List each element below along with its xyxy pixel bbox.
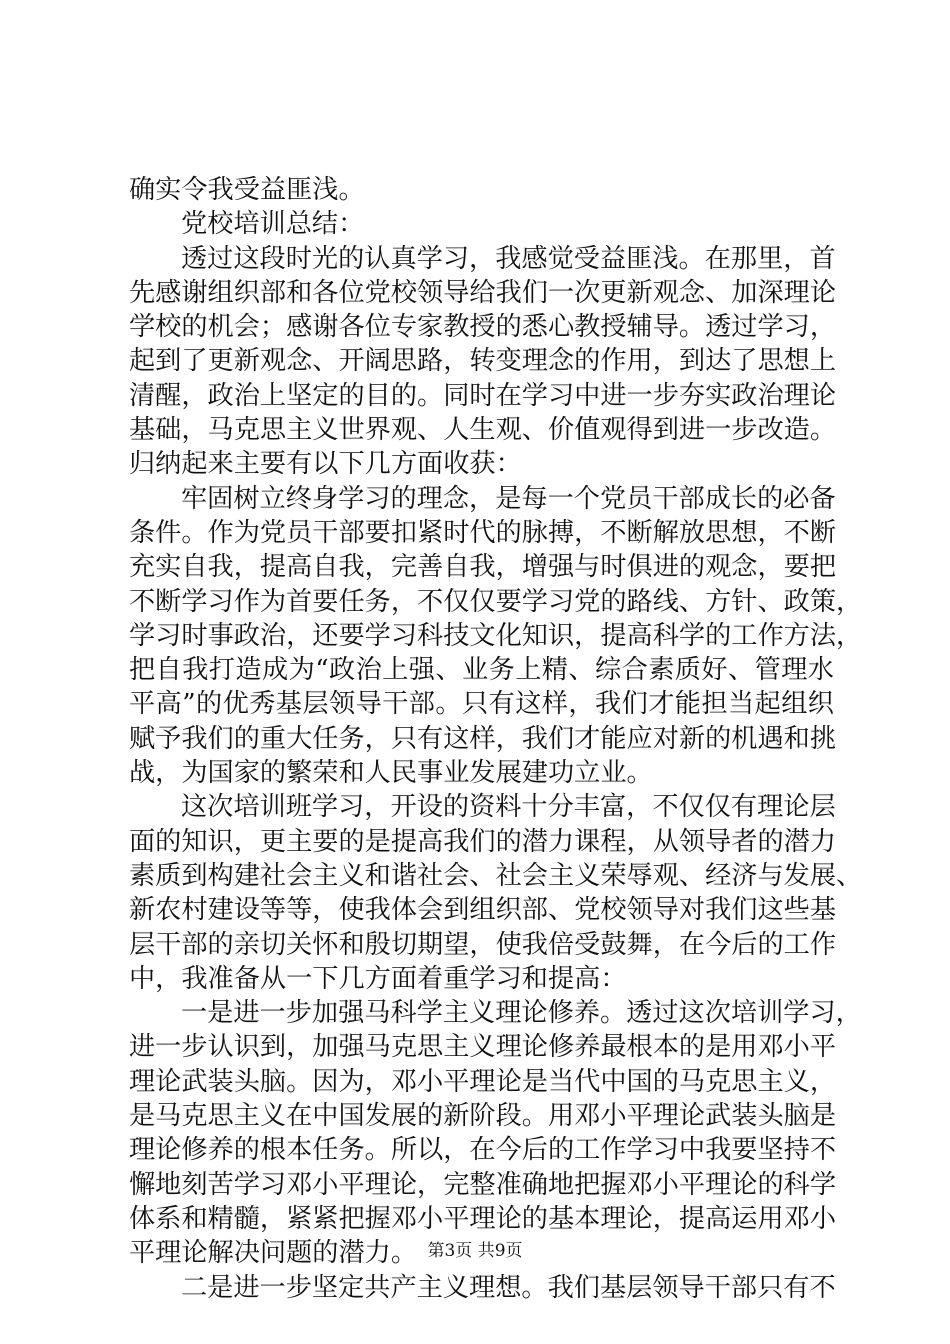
text-line: 党校培训总结： <box>181 209 365 240</box>
text-line: 理论武装头脑。因为，邓小平理论是当代中国的马克思主义， <box>129 1066 837 1097</box>
text-line: 是马克思主义在中国发展的新阶段。用邓小平理论武装头脑是 <box>129 1101 837 1132</box>
text-line: 透过这段时光的认真学习，我感觉受益匪浅。在那里，首 <box>181 243 836 274</box>
text-line: 素质到构建社会主义和谐社会、社会主义荣辱观、经济与发展、 <box>129 860 863 891</box>
text-line: 平理论解决问题的潜力。 <box>129 1238 418 1269</box>
text-line: 充实自我，提高自我，完善自我，增强与时俱进的观念，要把 <box>129 552 837 583</box>
text-line: 起到了更新观念、开阔思路，转变理念的作用，到达了思想上 <box>129 346 837 377</box>
text-line: 进一步认识到，加强马克思主义理论修养最根本的是用邓小平 <box>129 1032 837 1063</box>
text-line: 条件。作为党员干部要扣紧时代的脉搏，不断解放思想，不断 <box>129 517 837 548</box>
text-line: 归纳起来主要有以下几方面收获： <box>129 449 522 480</box>
text-line: 学习时事政治，还要学习科技文化知识，提高科学的工作方法， <box>129 620 863 651</box>
text-line: 中，我准备从一下几方面着重学习和提高： <box>129 963 627 994</box>
text-line: 不断学习作为首要任务，不仅仅要学习党的路线、方针、政策， <box>129 586 863 617</box>
text-line: 先感谢组织部和各位党校领导给我们一次更新观念、加深理论 <box>129 277 837 308</box>
text-line: 面的知识，更主要的是提高我们的潜力课程，从领导者的潜力 <box>129 826 837 857</box>
text-line: 一是进一步加强马科学主义理论修养。透过这次培训学习， <box>181 998 862 1029</box>
text-line: 体系和精髓，紧紧把握邓小平理论的基本理论，提高运用邓小 <box>129 1203 837 1234</box>
text-line: 战，为国家的繁荣和人民事业发展建功立业。 <box>129 758 653 789</box>
document-body <box>129 173 863 1305</box>
text-line: 层干部的亲切关怀和殷切期望，使我倍受鼓舞，在今后的工作 <box>129 929 837 960</box>
text-line: 这次培训班学习，开设的资料十分丰富，不仅仅有理论层 <box>181 792 836 823</box>
text-line: 平高”的优秀基层领导干部。只有这样，我们才能担当起组织 <box>129 689 834 720</box>
text-line: 确实令我受益匪浅。 <box>129 175 365 205</box>
page-footer <box>0 1236 950 1261</box>
text-line: 学校的机会；感谢各位专家教授的悉心教授辅导。透过学习， <box>129 312 837 343</box>
text-line: 新农村建设等等，使我体会到组织部、党校领导对我们这些基 <box>129 895 837 926</box>
text-line: 理论修养的根本任务。所以，在今后的工作学习中我要坚持不 <box>129 1135 837 1166</box>
text-line: 牢固树立终身学习的理念，是每一个党员干部成长的必备 <box>181 483 836 514</box>
text-line: 把自我打造成为“政治上强、业务上精、综合素质好、管理水 <box>129 655 834 686</box>
text-line: 清醒，政治上坚定的目的。同时在学习中进一步夯实政治理论 <box>129 380 837 411</box>
text-line: 赋予我们的重大任务，只有这样，我们才能应对新的机遇和挑 <box>129 723 837 754</box>
page-number-label: 第3页 共9页 <box>427 1241 523 1261</box>
text-line: 基础，马克思主义世界观、人生观、价值观得到进一步改造。 <box>129 415 837 446</box>
text-line: 二是进一步坚定共产主义理想。我们基层领导干部只有不 <box>181 1272 836 1303</box>
text-line: 懈地刻苦学习邓小平理论，完整准确地把握邓小平理论的科学 <box>129 1169 837 1200</box>
